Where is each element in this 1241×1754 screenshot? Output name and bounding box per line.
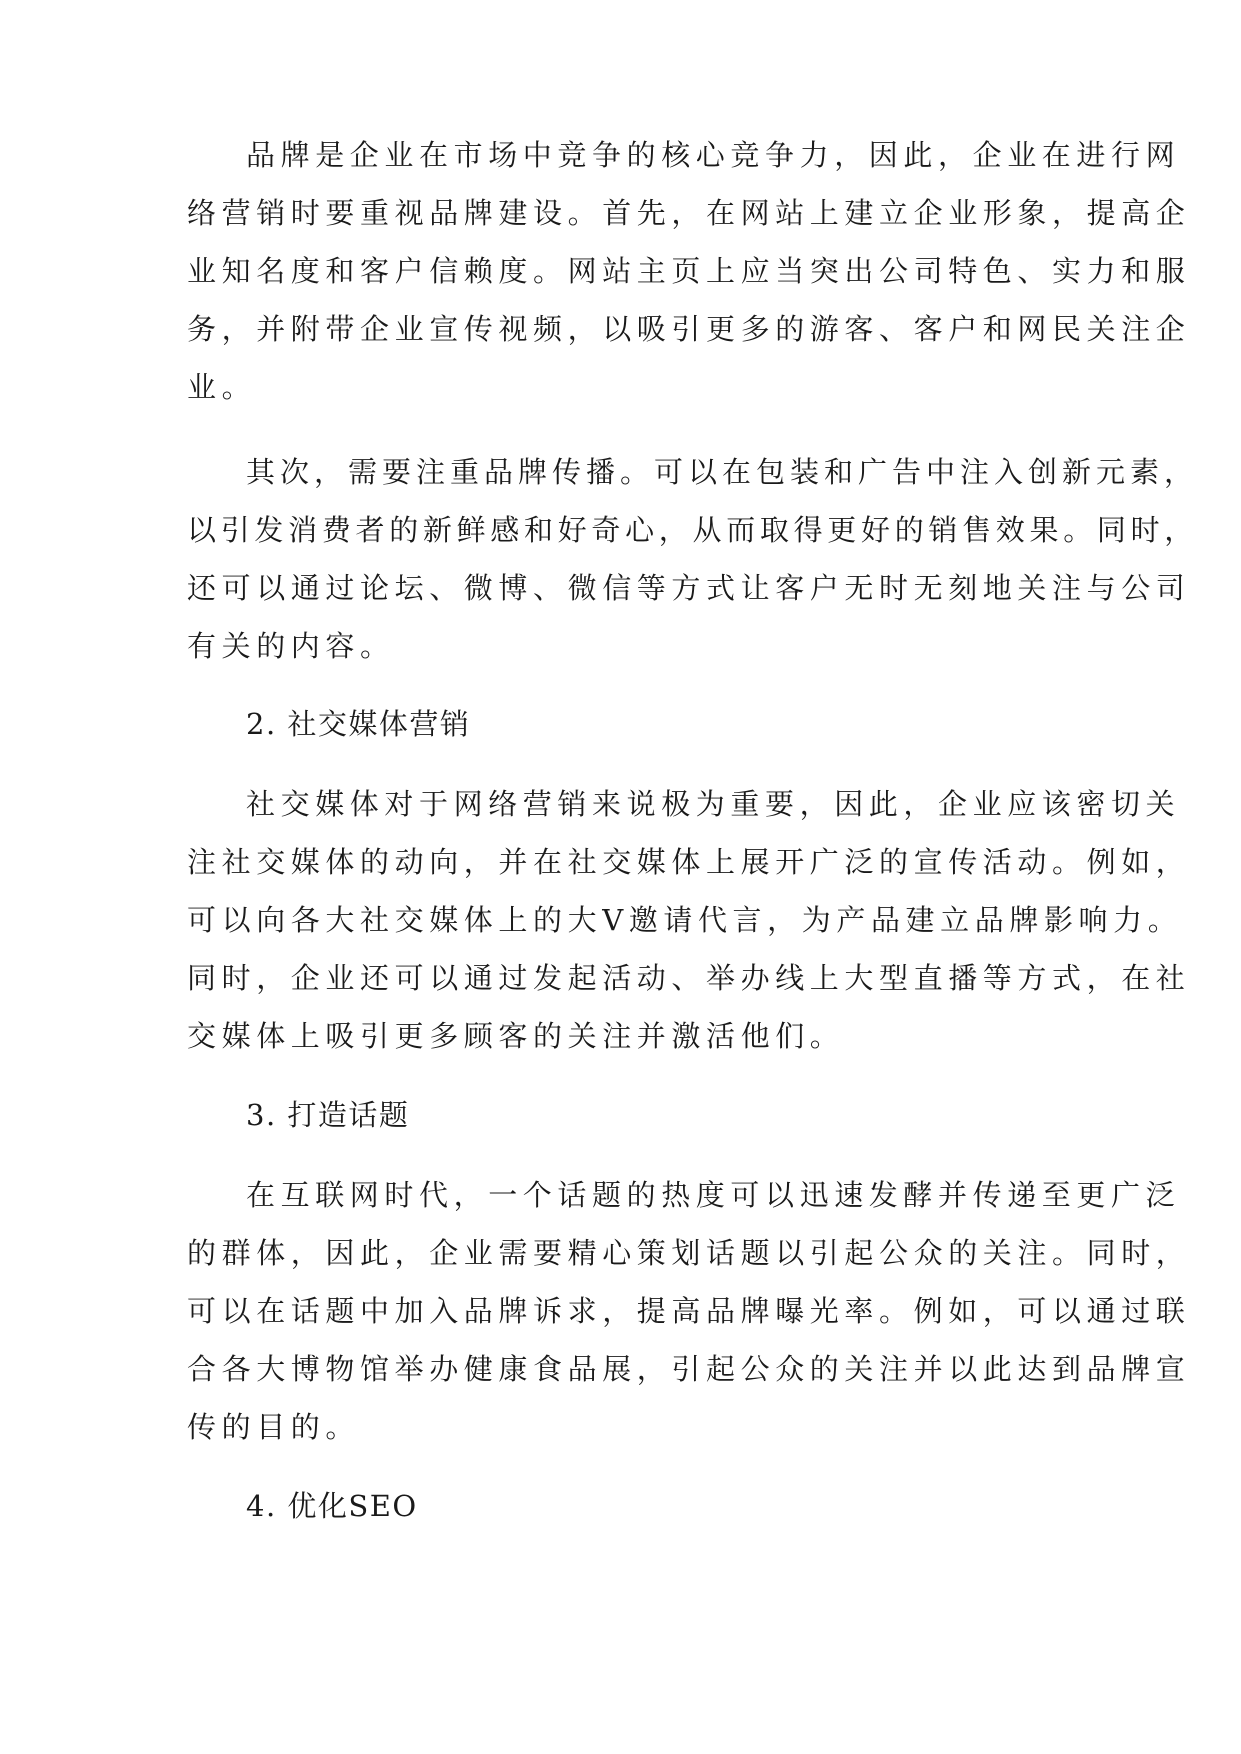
section-heading-seo: 4. 优化SEO xyxy=(246,1489,418,1523)
paragraph-line: 其次，需要注重品牌传播。可以在包装和广告中注入创新元素， xyxy=(246,455,1199,489)
paragraph-line: 务，并附带企业宣传视频，以吸引更多的游客、客户和网民关注企 xyxy=(187,312,1191,346)
paragraph-line: 在互联网时代，一个话题的热度可以迅速发酵并传递至更广泛 xyxy=(246,1178,1181,1212)
paragraph-line: 注社交媒体的动向，并在社交媒体上展开广泛的宣传活动。例如， xyxy=(187,845,1191,879)
paragraph-line: 社交媒体对于网络营销来说极为重要，因此，企业应该密切关 xyxy=(246,787,1181,821)
paragraph-line: 业知名度和客户信赖度。网站主页上应当突出公司特色、实力和服 xyxy=(187,254,1191,288)
paragraph-line: 有关的内容。 xyxy=(187,629,395,663)
section-heading-social-media: 2. 社交媒体营销 xyxy=(246,707,471,741)
section-heading-topics: 3. 打造话题 xyxy=(246,1098,410,1132)
paragraph-line: 合各大博物馆举办健康食品展，引起公众的关注并以此达到品牌宣 xyxy=(187,1352,1191,1386)
paragraph-line: 可以向各大社交媒体上的大V邀请代言，为产品建立品牌影响力。 xyxy=(187,903,1183,937)
paragraph-line: 络营销时要重视品牌建设。首先，在网站上建立企业形象，提高企 xyxy=(187,196,1191,230)
paragraph-line: 同时，企业还可以通过发起活动、举办线上大型直播等方式，在社 xyxy=(187,961,1191,995)
paragraph-line: 交媒体上吸引更多顾客的关注并激活他们。 xyxy=(187,1019,845,1053)
paragraph-line: 传的目的。 xyxy=(187,1410,361,1444)
paragraph-line: 以引发消费者的新鲜感和好奇心，从而取得更好的销售效果。同时， xyxy=(187,513,1199,547)
paragraph-line: 品牌是企业在市场中竞争的核心竞争力，因此，企业在进行网 xyxy=(246,138,1181,172)
paragraph-line: 还可以通过论坛、微博、微信等方式让客户无时无刻地关注与公司 xyxy=(187,571,1191,605)
paragraph-line: 可以在话题中加入品牌诉求，提高品牌曝光率。例如，可以通过联 xyxy=(187,1294,1191,1328)
paragraph-line: 业。 xyxy=(187,370,257,404)
paragraph-line: 的群体，因此，企业需要精心策划话题以引起公众的关注。同时， xyxy=(187,1236,1191,1270)
